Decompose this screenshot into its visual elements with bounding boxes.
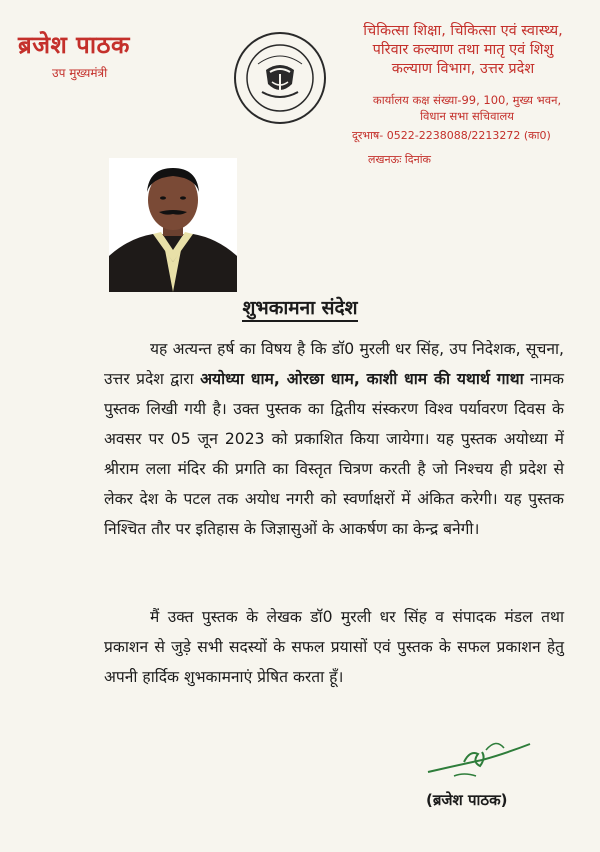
letter-heading	[0, 294, 600, 320]
signature-icon	[424, 732, 534, 784]
book-title: अयोध्या धाम, ओरछा धाम, काशी धाम की यथार्थ गाथा	[200, 370, 524, 388]
department-line: परिवार कल्याण तथा मातृ एवं शिशु	[372, 42, 554, 58]
phone-number: दूरभाष- 0522-2238088/2213272 (का0)	[352, 129, 551, 142]
portrait-photo	[109, 158, 237, 292]
sender-name: ब्रजेश पाठक	[18, 31, 130, 59]
para1-text-b: नामक पुस्तक लिखी गयी है। उक्त पुस्तक का द्वितीय संस्करण विश्व पर्यावरण दिवस के अवसर पर 05 जून 2023 को प्रकाशित किया जायेगा। यह पुस्तक अयोध्या में श्रीराम लला मंदिर की प्रगति का विस्तृत चित्रण करती है जो निश्चय ही प्रदेश से लेकर देश के पटल तक अयोध नगरी को स्वर्णाक्षरों में अंकित करेगी। यह पुस्तक निश्चित तौर पर इतिहास के जिज्ञासुओं के आकर्षण का केन्द्र बनेगी।	[104, 370, 565, 538]
letter-heading-text: शुभकामना संदेश	[242, 297, 357, 322]
signature-graphic	[424, 732, 534, 784]
para1-text-a: यह अत्यन्त हर्ष का विषय है कि डॉ0 मुरली धर सिंह, उप निदेशक, सूचना, उत्तर प्रदेश द्वारा	[104, 340, 564, 388]
department-block	[332, 22, 594, 79]
place-date: लखनऊः दिनांक	[368, 153, 432, 166]
office-line: कार्यालय कक्ष संख्या-99, 100, मुख्य भवन,	[372, 93, 562, 107]
signatory-name: (ब्रजेश पाठक)	[426, 791, 508, 809]
body-paragraph-2: मैं उक्त पुस्तक के लेखक डॉ0 मुरली धर सिंह व संपादक मंडल तथा प्रकाशन से जुड़े सभी सदस्यों के सफल प्रयासों एवं पुस्तक के सफल प्रकाशन हेतु अपनी हार्दिक शुभकामनाएं प्रेषित करता हूँ।	[104, 608, 564, 686]
emblem-seal-icon	[232, 30, 328, 126]
body-paragraph-1	[104, 334, 564, 544]
department-line: कल्याण विभाग, उत्तर प्रदेश	[391, 61, 535, 77]
emblem-seal-graphic	[232, 30, 328, 126]
department-line: चिकित्सा शिक्षा, चिकित्सा एवं स्वास्थ्य,	[363, 23, 563, 39]
sender-title: उप मुख्यमंत्री	[52, 66, 108, 80]
office-line: विधान सभा सचिवालय	[420, 109, 514, 123]
office-address	[342, 92, 592, 124]
portrait-graphic	[109, 158, 237, 292]
